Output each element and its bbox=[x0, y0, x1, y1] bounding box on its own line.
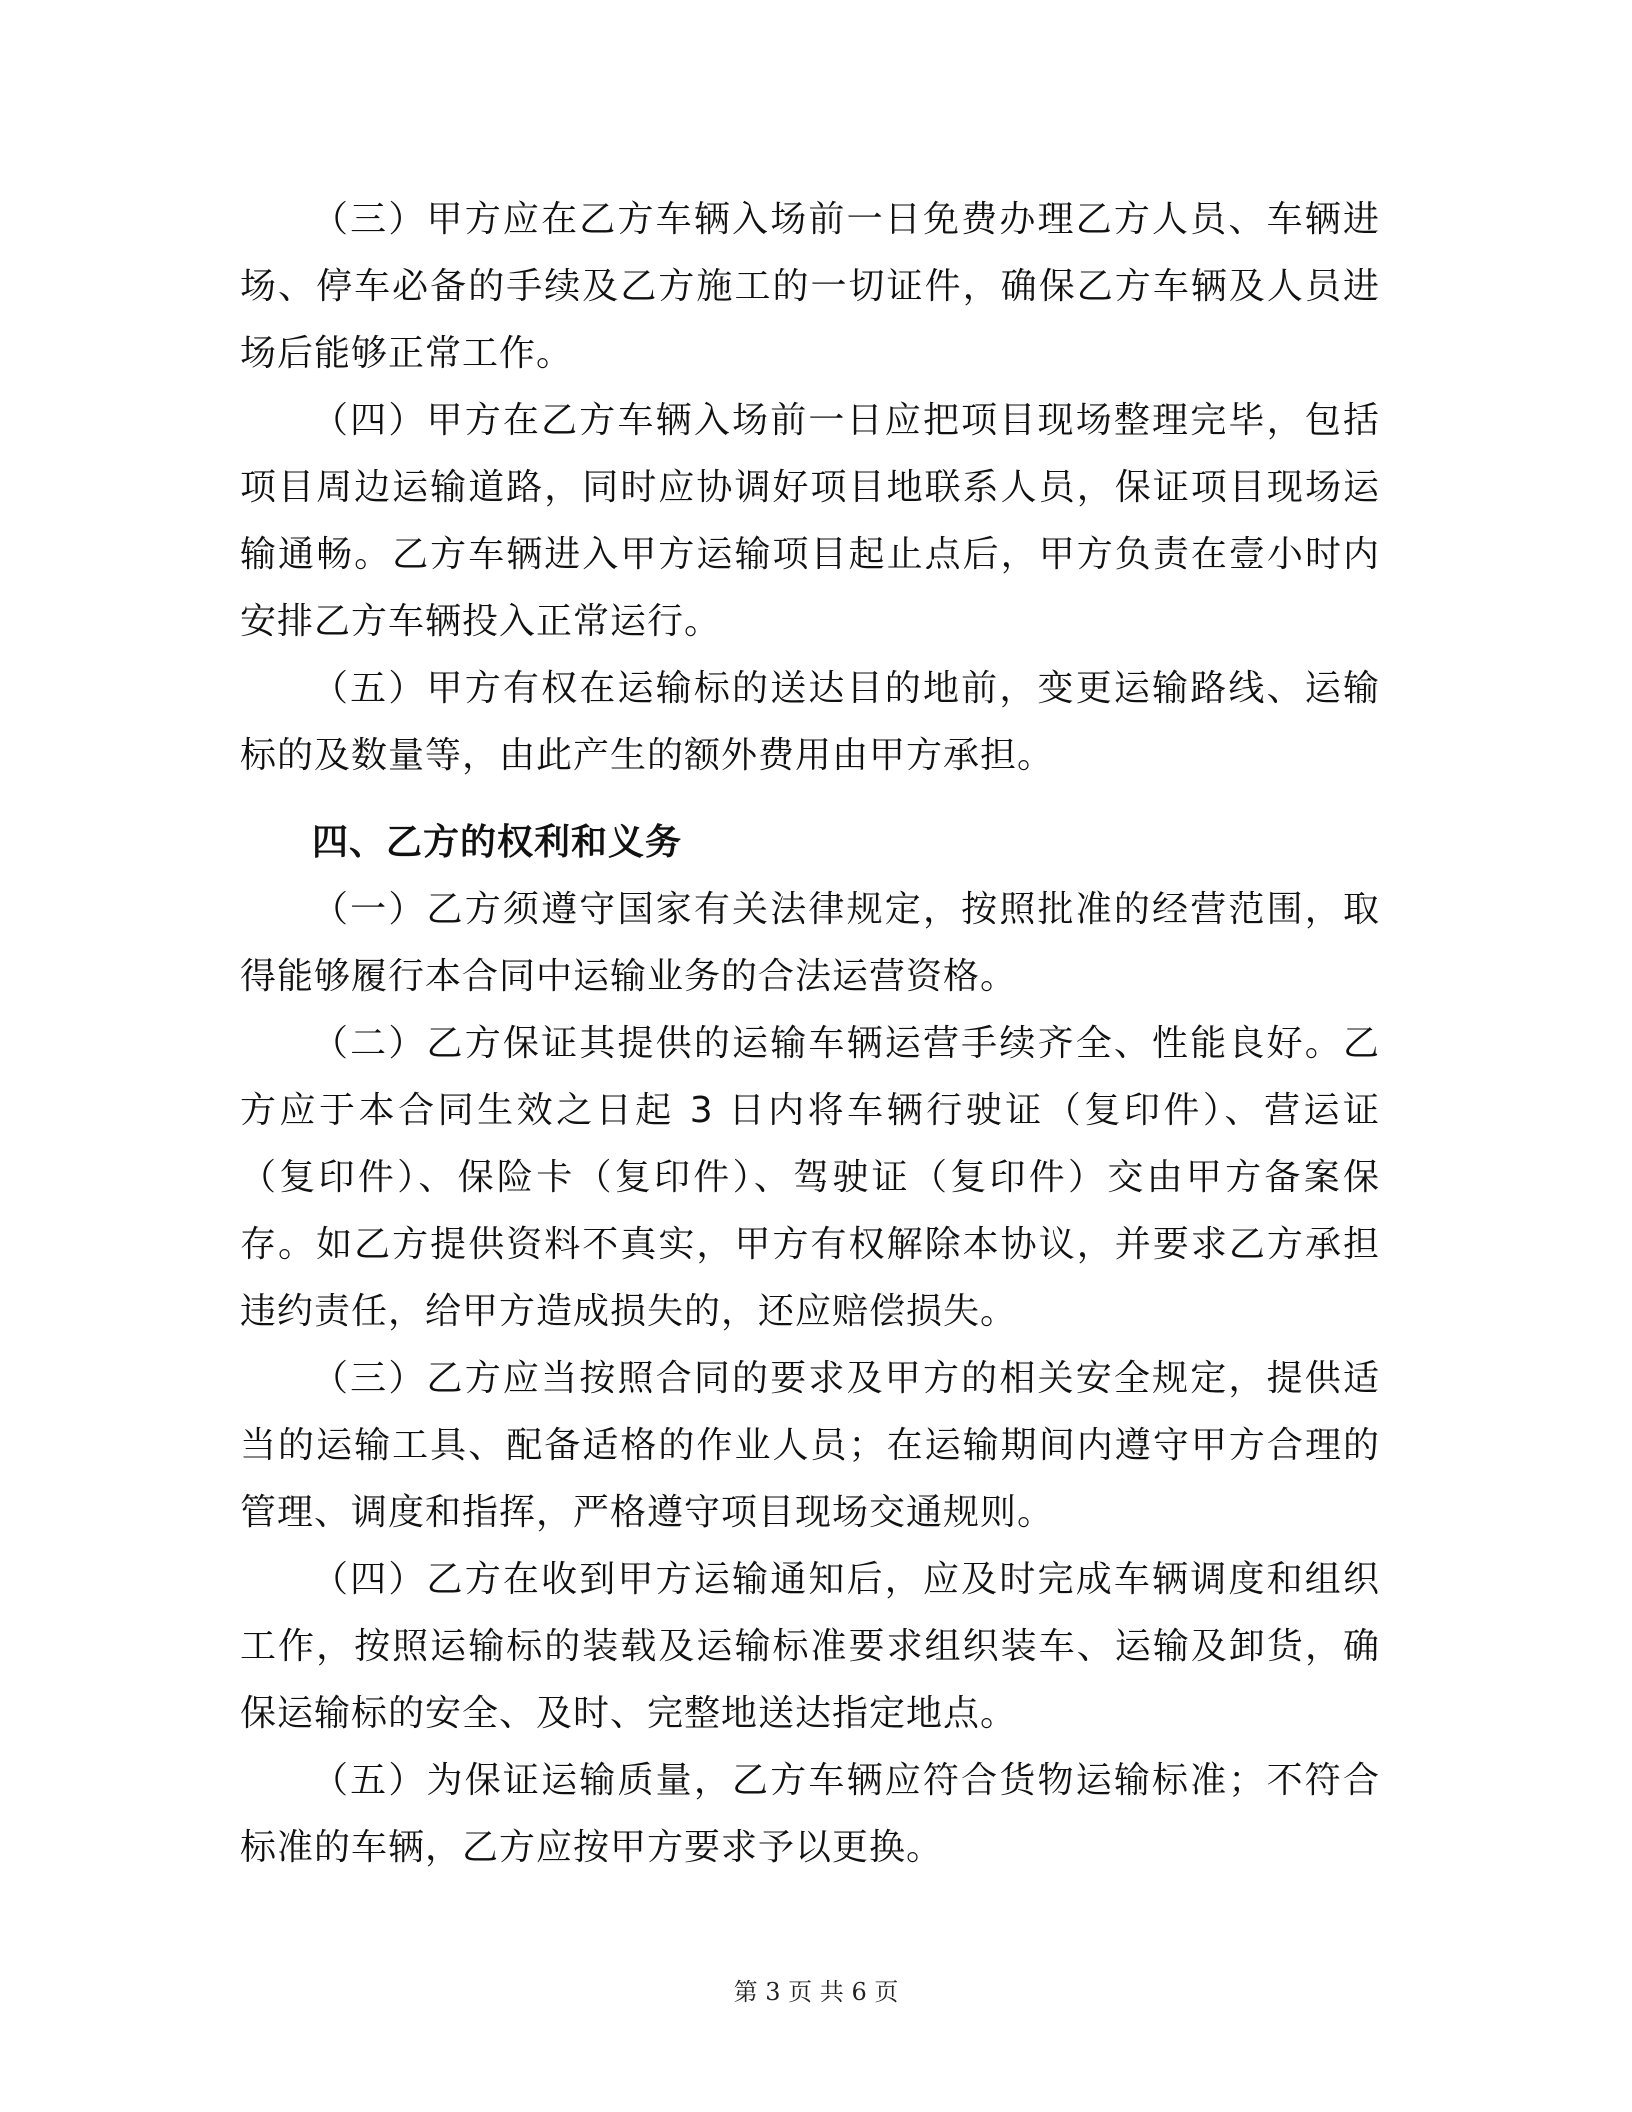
paragraph-party-b-3: （三）乙方应当按照合同的要求及甲方的相关安全规定，提供适当的运输工具、配备适格的作业人员；在运输期间内遵守甲方合理的管理、调度和指挥，严格遵守项目现场交通规则。 bbox=[240, 1358, 1380, 1533]
paragraph-party-b-1: （一）乙方须遵守国家有关法律规定，按照批准的经营范围，取得能够履行本合同中运输业务的合法运营资格。 bbox=[240, 889, 1380, 997]
paragraph-party-a-4: （四）甲方在乙方车辆入场前一日应把项目现场整理完毕，包括项目周边运输道路，同时应协调好项目地联系人员，保证项目现场运输通畅。乙方车辆进入甲方运输项目起止点后，甲方负责在壹小时内安排乙方车辆投入正常运行。 bbox=[240, 400, 1380, 642]
section-heading: 四、乙方的权利和义务 bbox=[312, 822, 683, 863]
document-body bbox=[240, 186, 1380, 1881]
page-footer: 第 3 页 共 6 页 bbox=[733, 1978, 899, 2006]
paragraph-party-b-5: （五）为保证运输质量，乙方车辆应符合货物运输标准；不符合标准的车辆，乙方应按甲方要求予以更换。 bbox=[240, 1760, 1380, 1868]
paragraph-party-a-5: （五）甲方有权在运输标的送达目的地前，变更运输路线、运输标的及数量等，由此产生的额外费用由甲方承担。 bbox=[240, 668, 1380, 776]
paragraph-party-a-3: （三）甲方应在乙方车辆入场前一日免费办理乙方人员、车辆进场、停车必备的手续及乙方施工的一切证件，确保乙方车辆及人员进场后能够正常工作。 bbox=[240, 199, 1380, 374]
paragraph-party-b-2: （二）乙方保证其提供的运输车辆运营手续齐全、性能良好。乙方应于本合同生效之日起 3 日内将车辆行驶证（复印件）、营运证（复印件）、保险卡（复印件）、驾驶证（复印件）交由甲方备案保存。如乙方提供资料不真实，甲方有权解除本协议，并要求乙方承担违约责任，给甲方造成损失的，还应赔偿损失。 bbox=[240, 1023, 1380, 1332]
paragraph-party-b-4: （四）乙方在收到甲方运输通知后，应及时完成车辆调度和组织工作，按照运输标的装载及运输标准要求组织装车、运输及卸货，确保运输标的安全、及时、完整地送达指定地点。 bbox=[240, 1559, 1380, 1734]
